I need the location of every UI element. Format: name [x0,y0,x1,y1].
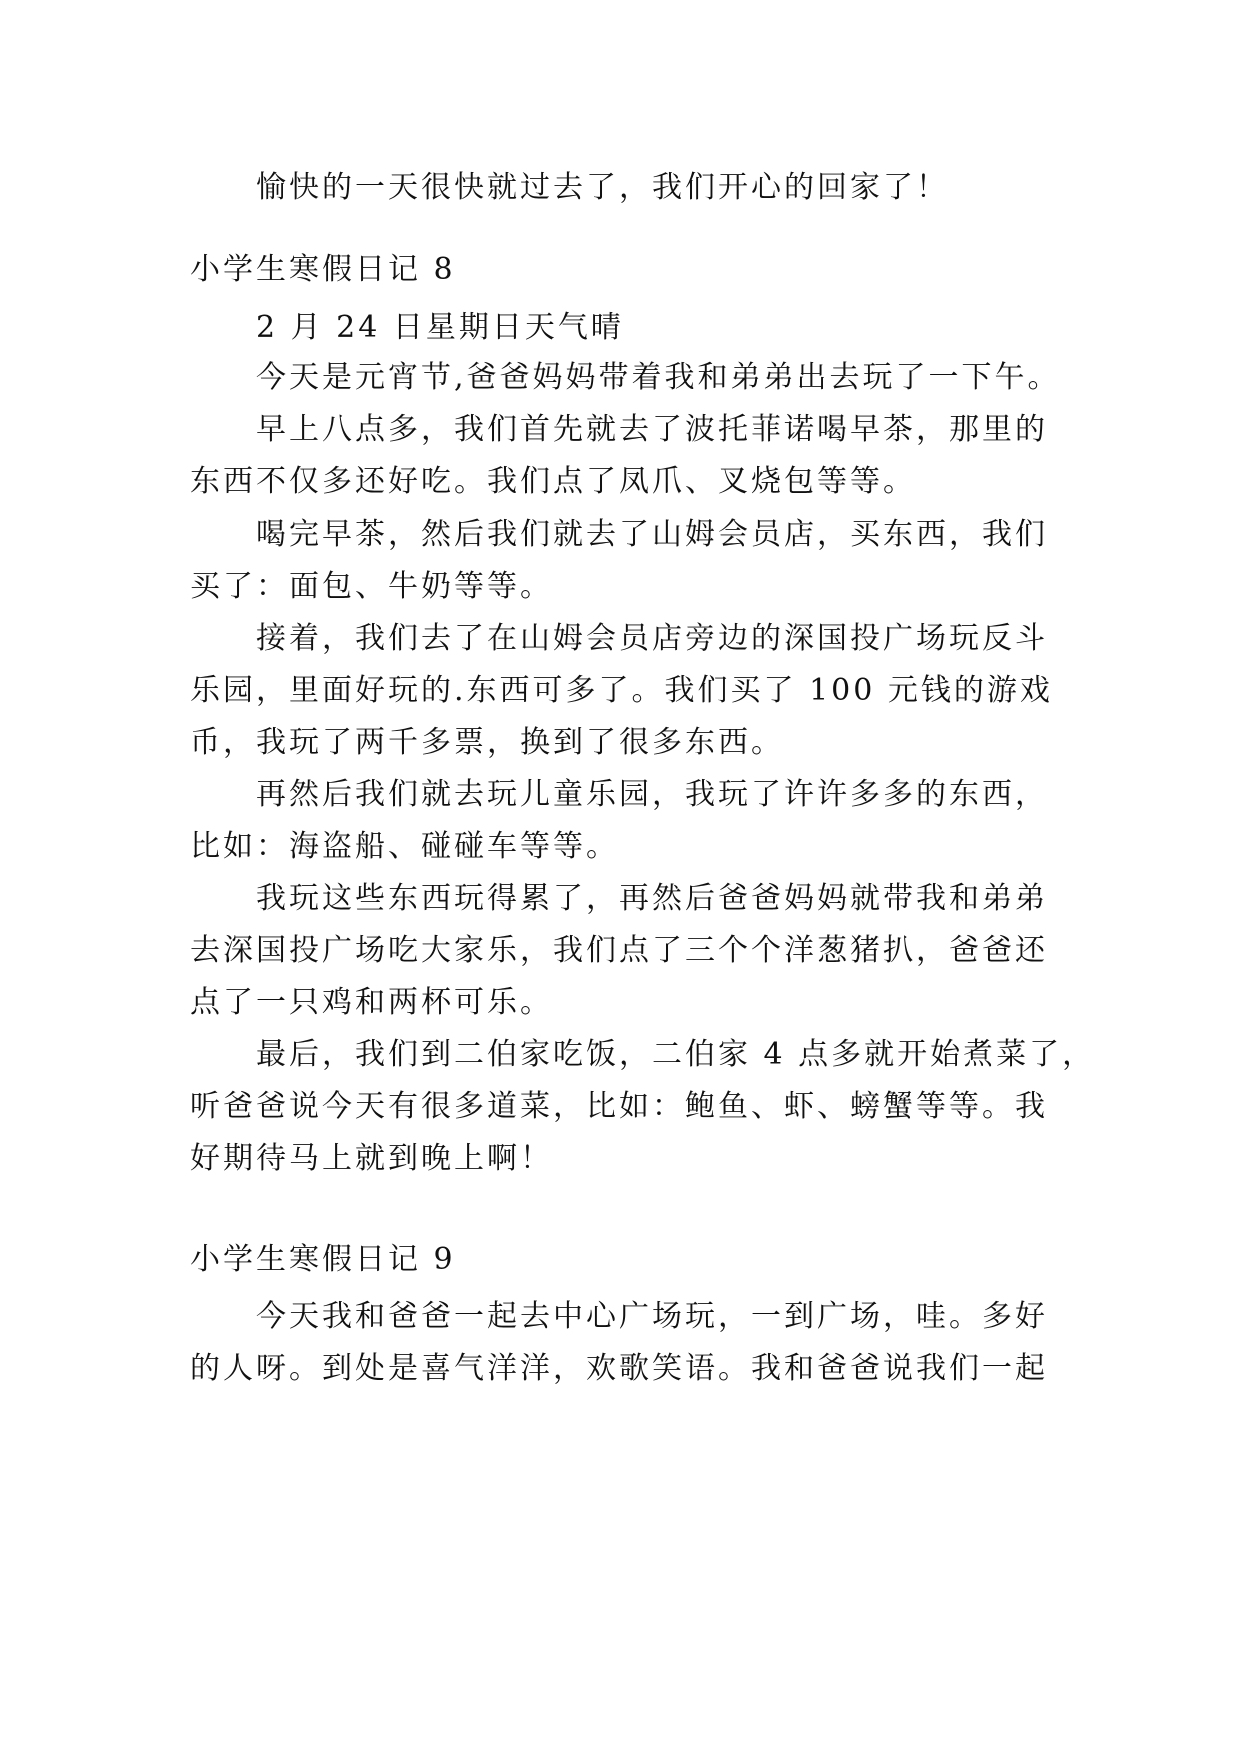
paragraph-line: 早上八点多，我们首先就去了波托菲诺喝早茶，那里的 [256,412,1048,447]
paragraph-line: 乐园，里面好玩的.东西可多了。我们买了 100 元钱的游戏 [190,673,1053,708]
paragraph-line: 再然后我们就去玩儿童乐园，我玩了许许多多的东西， [256,777,1048,812]
paragraph-line: 币，我玩了两千多票，换到了很多东西。 [190,725,784,760]
intro-paragraph: 愉快的一天很快就过去了，我们开心的回家了！ [256,170,949,205]
date-line: 2 月 24 日星期日天气晴 [256,310,624,345]
paragraph-line: 东西不仅多还好吃。我们点了凤爪、叉烧包等等。 [190,464,916,499]
section-heading-8: 小学生寒假日记 8 [190,252,456,287]
paragraph-line: 买了：面包、牛奶等等。 [190,569,553,604]
paragraph-line: 喝完早茶，然后我们就去了山姆会员店，买东西，我们 [256,517,1048,552]
paragraph-line: 比如：海盗船、碰碰车等等。 [190,829,619,864]
paragraph-line: 听爸爸说今天有很多道菜，比如：鲍鱼、虾、螃蟹等等。我 [190,1089,1048,1124]
section-heading-9: 小学生寒假日记 9 [190,1242,456,1277]
paragraph-line: 接着，我们去了在山姆会员店旁边的深国投广场玩反斗 [256,621,1048,656]
paragraph-line: 我玩这些东西玩得累了，再然后爸爸妈妈就带我和弟弟 [256,881,1048,916]
paragraph-line: 的人呀。到处是喜气洋洋，欢歌笑语。我和爸爸说我们一起 [190,1351,1048,1386]
paragraph-line: 点了一只鸡和两杯可乐。 [190,985,553,1020]
paragraph-line: 最后，我们到二伯家吃饭，二伯家 4 点多就开始煮菜了， [256,1037,1096,1072]
paragraph-line: 去深国投广场吃大家乐，我们点了三个个洋葱猪扒，爸爸还 [190,933,1048,968]
paragraph-line: 今天我和爸爸一起去中心广场玩，一到广场，哇。多好 [256,1299,1048,1334]
paragraph-line: 好期待马上就到晚上啊！ [190,1141,553,1176]
paragraph-line: 今天是元宵节,爸爸妈妈带着我和弟弟出去玩了一下午。 [256,360,1061,395]
